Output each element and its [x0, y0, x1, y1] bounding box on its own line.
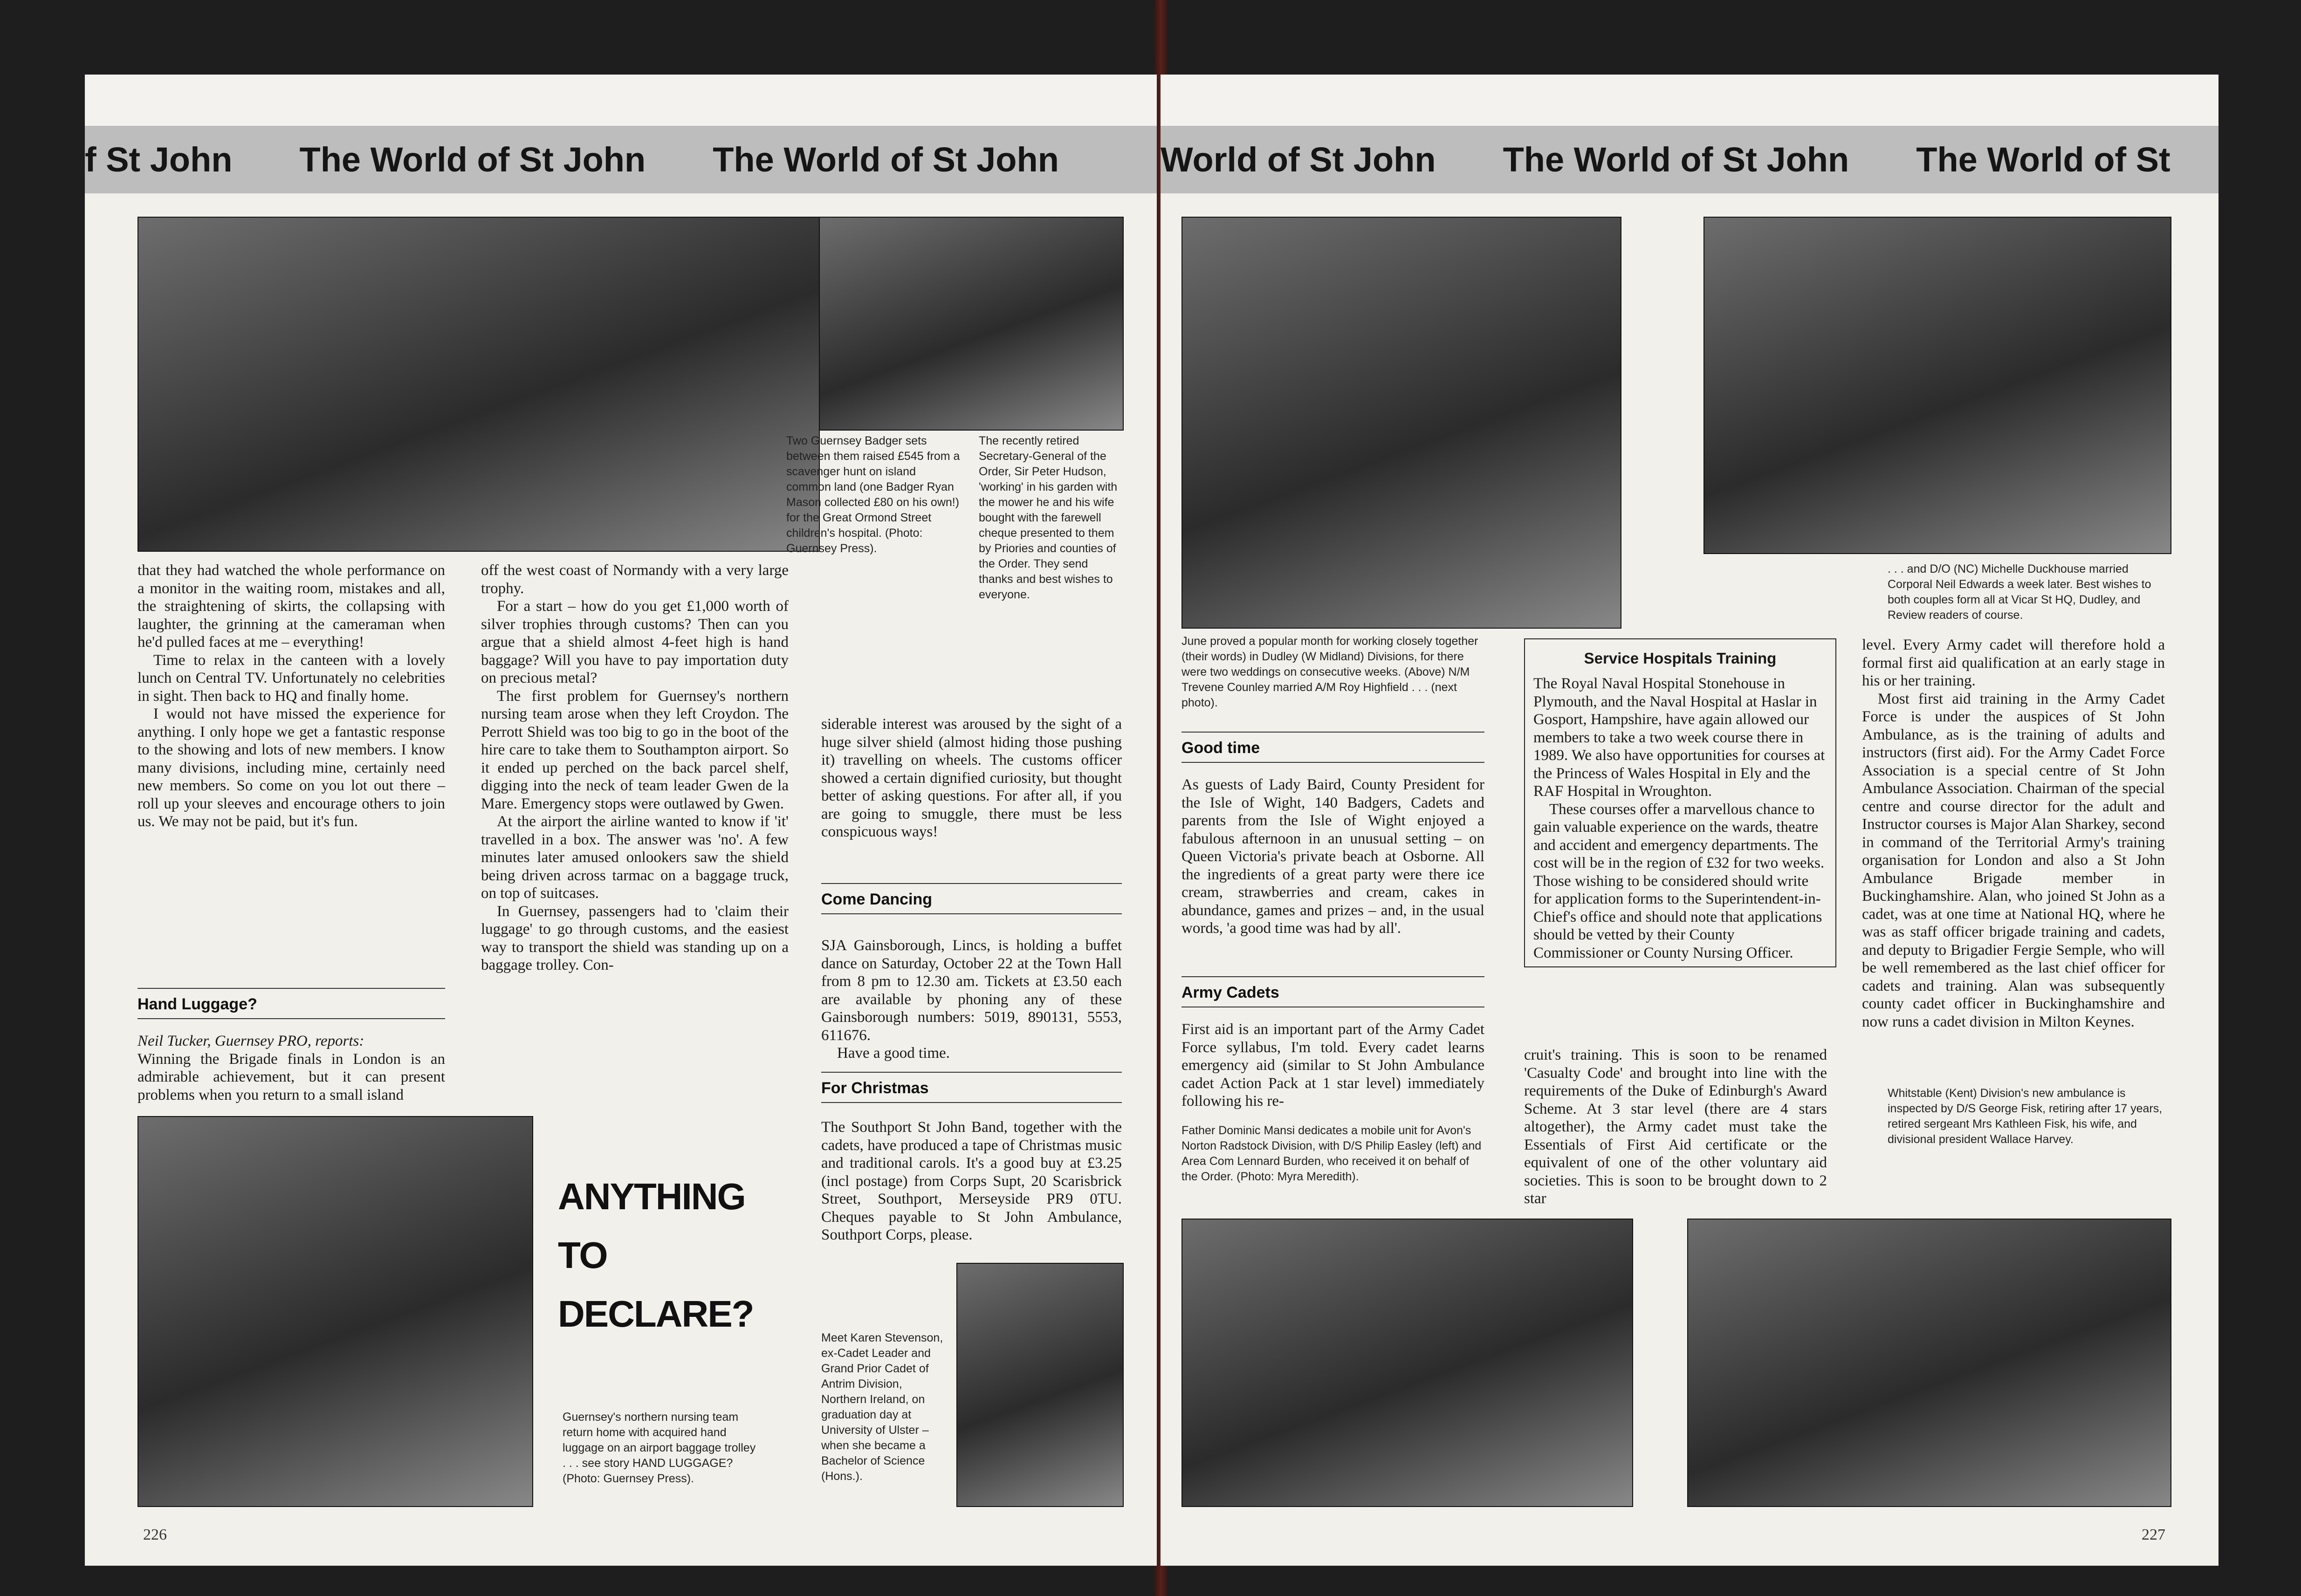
- top-margin: [1161, 75, 2219, 126]
- whitstable-caption: Whitstable (Kent) Division's new ambulance is inspected by D/S George Fisk, retiring after 17 years, retired sergeant Mrs Kathleen Fisk, his wife, and divisional president Wallace Harvey.: [1888, 1087, 2163, 1146]
- nursing-team-caption: Guernsey's northern nursing team return home with acquired hand luggage on an airport baggage trolley . . . see story HAND LUGGAGE? (Photo: Guernsey Press).: [563, 1411, 756, 1485]
- paragraph: For a start – how do you get £1,000 worth of silver trophies through customs? Then can you argue that a shield almost 4-feet high is hand baggage? Will you have to pay importation duty on precious metal?: [481, 598, 789, 686]
- section-banner-left: [85, 126, 1157, 193]
- badgers-photo: [137, 217, 820, 552]
- banner-text: World of St John: [1161, 140, 1436, 179]
- paragraph: The Royal Naval Hospital Stonehouse in Plymouth, and the Naval Hospital at Haslar in Gosport, Hampshire, have again allowed our members to take a two week course there in 1989. We also have opportunities for courses at the Princess of Wales Hospital in Ely and the RAF Hospital in Wroughton.: [1533, 675, 1825, 800]
- paragraph: At the airport the airline wanted to know if 'it' travelled in a box. The answer was 'no'. A few minutes later amused onlookers saw the shield being driven across tarmac on a baggage truck, on top of suitcases.: [481, 813, 789, 902]
- come-dancing-text: [821, 937, 1122, 1062]
- nursing-team-photo: [137, 1116, 533, 1507]
- banner-text: The World of St John: [1503, 140, 1849, 179]
- banner-text: The World of St: [1916, 140, 2170, 179]
- paragraph: off the west coast of Normandy with a very large trophy.: [481, 562, 789, 597]
- paragraph: First aid is an important part of the Army Cadet Force syllabus, I'm told. Every cadet learns emergency aid (similar to St John Ambulance cadet Action Pack at 1 star level) immediately following his re-: [1181, 1021, 1484, 1110]
- column-2-text: [481, 562, 789, 974]
- paragraph: The first problem for Guernsey's northern nursing team arose when they left Croydon. The Perrott Shield was too big to go in the boot of the hire care to take them to Southampton airport. So it ended up perched on the back parcel shelf, digging into the neck of team leader Gwen de la Mare. Emergency stops were outlawed by Gwen.: [481, 687, 789, 812]
- karen-photo: [956, 1263, 1124, 1507]
- paragraph: Have a good time.: [837, 1045, 950, 1062]
- column-4-text: [1862, 636, 2165, 1031]
- top-margin: [85, 75, 1157, 126]
- paragraph: I would not have missed the experience for anything. I only hope we get a fantastic response to the showing and lots of new members. I know many divisions, including mine, certainly need new members. So come on you lot out there – roll up your sleeves and encourage others to join us. We may not be paid, but it's fun.: [137, 706, 445, 830]
- page-number: 226: [143, 1526, 167, 1543]
- paragraph: SJA Gainsborough, Lincs, is holding a buffet dance on Saturday, October 22 at the Town Hall from 8 pm to 12.30 am. Tickets at £3.50 each are available by phoning any of these Gainsborough numbers: 5019, 890131, 5553, 611676.: [821, 937, 1122, 1044]
- banner-text: The World of St John: [299, 140, 646, 179]
- section-banner-right: [1161, 126, 2219, 193]
- column-1-text: [137, 562, 445, 831]
- wedding-photo-2: [1703, 217, 2171, 554]
- service-hospitals-heading: Service Hospitals Training: [1584, 650, 1777, 667]
- service-hospitals-box: [1524, 638, 1836, 967]
- title-line: DECLARE?: [558, 1293, 754, 1335]
- wedding-photo-1: [1181, 217, 1621, 629]
- wedding-caption: June proved a popular month for working closely together (their words) in Dudley (W Midland) Divisions, for there were two weddings on consecutive weeks. (Above) N/M Trevene Counley married A/M Roy Highfield . . . (next photo).: [1181, 635, 1478, 709]
- hand-luggage-text: [137, 1032, 445, 1104]
- wedding2-caption: . . . and D/O (NC) Michelle Duckhouse married Corporal Neil Edwards a week later. Best wishes to both couples form all at Vicar St HQ, Dudley, and Review readers of course.: [1888, 562, 2151, 622]
- paragraph: These courses offer a marvellous chance to gain valuable experience on the wards, theatre and accident and emergency departments. The cost will be in the region of £32 for two weeks. Those wishing to be considered should write for application forms to the Superintendent-in-Chief's office and should note that applications should be vetted by their County Commissioner or County Nursing Officer.: [1533, 801, 1825, 961]
- badgers-caption: Two Guernsey Badger sets between them raised £545 from a scavenger hunt on island common land (one Badger Ryan Mason collected £80 on his own!) for the Great Ormond Street children's hospital. (Photo: Guernsey Press).: [786, 434, 960, 555]
- title-line: TO: [558, 1234, 607, 1276]
- paragraph: In Guernsey, passengers had to 'claim their luggage' to go through customs, and the easiest way to transport the shield was standing up on a baggage trolley. Con-: [481, 903, 789, 973]
- ambulance-photo: [1687, 1219, 2171, 1507]
- column-3-text: [821, 715, 1122, 841]
- banner-text: The World of St John: [713, 140, 1059, 179]
- right-page: [1161, 75, 2219, 1566]
- title-line: ANYTHING: [558, 1176, 745, 1217]
- for-christmas-text: [821, 1118, 1122, 1244]
- banner-text: f St John: [85, 140, 233, 179]
- good-time-heading: Good time: [1181, 732, 1484, 763]
- hand-luggage-heading: Hand Luggage?: [137, 988, 445, 1019]
- paragraph: that they had watched the whole performance on a monitor in the waiting room, mistakes and all, the straightening of skirts, the collapsing with laughter, the grinning at the cameraman when he'd pulled faces at me – everything!: [137, 562, 445, 651]
- for-christmas-heading: For Christmas: [821, 1072, 1122, 1103]
- dedication-caption: Father Dominic Mansi dedicates a mobile unit for Avon's Norton Radstock Division, with D/S Philip Easley (left) and Area Com Lennard Burden, who received it on behalf of the Order. (Photo: Myra Meredith).: [1181, 1124, 1482, 1183]
- service-hospitals-text: [1533, 675, 1827, 962]
- paragraph: level. Every Army cadet will therefore hold a formal first aid qualification at an early stage in his or her training.: [1862, 637, 2165, 689]
- column-3-continued: [1524, 1046, 1827, 1208]
- come-dancing-heading: Come Dancing: [821, 883, 1122, 914]
- army-cadets-text: [1181, 1021, 1484, 1110]
- paragraph: Winning the Brigade finals in London is an admirable achievement, but it can present problems when you return to a small island: [137, 1050, 445, 1103]
- karen-caption: Meet Karen Stevenson, ex-Cadet Leader and Grand Prior Cadet of Antrim Division, Northern Ireland, on graduation day at University of Ulster – when she became a Bachelor of Science (Hons.).: [821, 1331, 943, 1483]
- paragraph: cruit's training. This is soon to be renamed 'Casualty Code' and brought into line with the requirements of the Duke of Edinburgh's Award Scheme. At 3 star level (there are 4 stars altogether), the Army cadet must take the Essentials of First Aid certificate or the equivalent of one of the other voluntary aid societies. This is soon to be brought down to 2 star: [1524, 1047, 1827, 1207]
- anything-to-declare-title: [558, 1167, 838, 1343]
- paragraph: The Southport St John Band, together with the cadets, have produced a tape of Christmas music and traditional carols. It's a good buy at £3.25 (incl postage) from Corps Supt, 20 Scarisbrick Street, Southport, Merseyside PR9 0TU. Cheques payable to St John Ambulance, Southport Corps, please.: [821, 1119, 1122, 1243]
- paragraph: As guests of Lady Baird, County President for the Isle of Wight, 140 Badgers, Cadets and parents from the Isle of Wight enjoyed a fabulous afternoon in an unusual setting – on Queen Victoria's private beach at Osborne. All the ingredients of a great party were there ice cream, strawberries and cream, cakes in abundance, games and prizes – and, in the usual words, 'a good time was had by all'.: [1181, 776, 1484, 937]
- mobile-unit-photo: [1181, 1219, 1633, 1507]
- paragraph: Time to relax in the canteen with a lovely lunch on Central TV. Unfortunately no celebrities in sight. Then back to HQ and finally home.: [137, 651, 445, 705]
- good-time-text: [1181, 776, 1484, 938]
- mower-photo: [819, 217, 1124, 431]
- left-page: [85, 75, 1157, 1566]
- paragraph: Most first aid training in the Army Cadet Force is under the auspices of St John Ambulance, as is the training of adults and instructors (first aid). For the Army Cadet Force Association is a special centre of St John Ambulance Association. Chairman of the special centre and course director for the adult and Instructor courses is Major Alan Sharkey, second in command of the Territorial Army's training organisation for London and also a St John Ambulance Brigade member in Buckinghamshire. Alan, who joined St John as a cadet, was at one time at National HQ, where he was as staff officer brigade training and cadets, and deputy to Brigadier Fergie Semple, who will be well remembered as the last chief officer for cadets and training. Alan was subsequently county cadet officer in Buckinghamshire and now runs a cadet division in Milton Keynes.: [1862, 690, 2165, 1030]
- paragraph: siderable interest was aroused by the sight of a huge silver shield (almost hiding those pushing it) travelling on wheels. The customs officer showed a certain dignified curiosity, but thought better of asking questions. For after all, if you are going to smuggle, there must be less conspicuous ways!: [821, 716, 1122, 840]
- page-number: 227: [2142, 1526, 2165, 1543]
- mower-caption: The recently retired Secretary-General of the Order, Sir Peter Hudson, 'working' in his garden with the mower he and his wife bought with the farewell cheque presented to them by Priories and counties of the Order. They send thanks and best wishes to everyone.: [979, 434, 1118, 601]
- byline: Neil Tucker, Guernsey PRO, reports:: [137, 1033, 364, 1049]
- army-cadets-heading: Army Cadets: [1181, 976, 1484, 1007]
